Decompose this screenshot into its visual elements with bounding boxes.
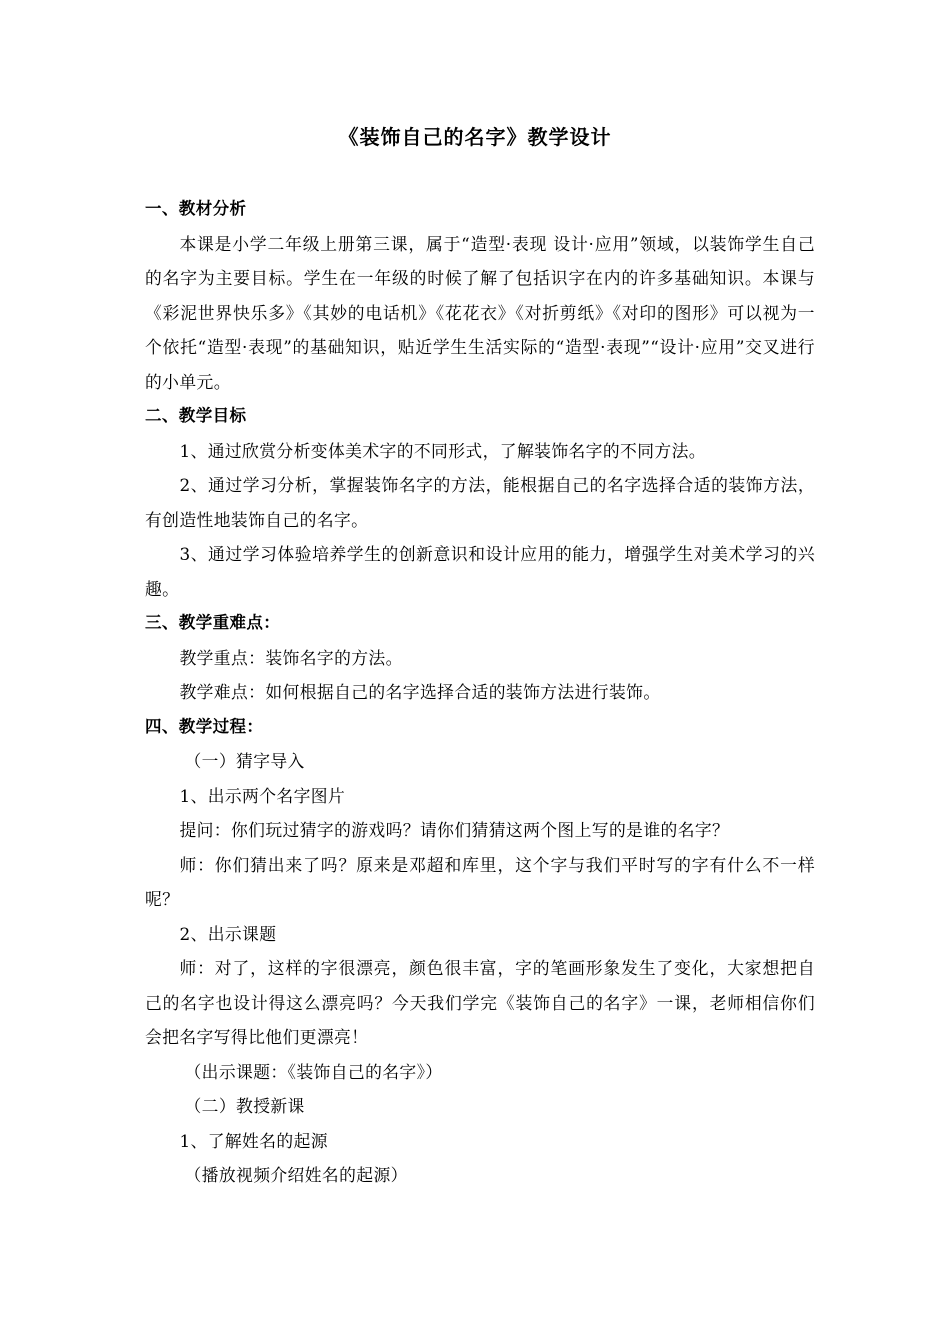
step-name-origin: 1、了解姓名的起源 <box>179 1130 328 1151</box>
goal-item-2: 2、通过学习分析，掌握装饰名字的方法，能根据自己的名字选择合适的装饰方法，有创造性地装饰自己的名字。 <box>145 475 815 530</box>
goal-item-3: 3、通过学习体验培养学生的创新意识和设计应用的能力，增强学生对美术学习的兴趣。 <box>145 544 815 599</box>
video-note: （播放视频介绍姓名的起源） <box>184 1165 408 1185</box>
question-text: 提问：你们玩过猜字的游戏吗？请你们猜猜这两个图上写的是谁的名字？ <box>179 820 730 840</box>
teacher-remark-1: 师：你们猜出来了吗？原来是邓超和库里，这个字与我们平时写的字有什么不一样呢？ <box>145 854 815 909</box>
section-heading-analysis: 一、教材分析 <box>145 199 247 218</box>
subsection-guess-intro: （一）猜字导入 <box>184 751 305 771</box>
step-show-topic: 2、出示课题 <box>179 923 277 944</box>
subsection-new-lesson: （二）教授新课 <box>184 1096 305 1116</box>
analysis-paragraph: 本课是小学二年级上册第三课，属于“造型·表现 设计·应用”领域，以装饰学生自己的名字为主要目标。学生在一年级的时候了解了包括识字在内的许多基础知识。本课与《彩泥世界快乐多》《其妙的电话机》《花花衣》《对折剪纸》《对印的图形》可以视为一个依托“造型·表现”的基础知识，贴近学生生活实际的“造型·表现”“设计·应用”交叉进行的小单元。 <box>145 233 815 392</box>
show-topic-note: （出示课题：《装饰自己的名字》） <box>184 1061 443 1082</box>
goal-item-1: 1、通过欣赏分析变体美术字的不同形式，了解装饰名字的不同方法。 <box>179 440 706 461</box>
document-title: 《装饰自己的名字》教学设计 <box>338 125 612 149</box>
section-heading-key-points: 三、教学重难点： <box>145 613 281 632</box>
step-show-name-images: 1、出示两个名字图片 <box>179 785 346 806</box>
teacher-remark-2: 师：对了，这样的字很漂亮，颜色很丰富，字的笔画形象发生了变化，大家想把自己的名字也设计得这么漂亮吗？今天我们学完《装饰自己的名字》一课，老师相信你们会把名字写得比他们更漂亮！ <box>145 958 815 1047</box>
section-heading-process: 四、教学过程： <box>145 716 264 736</box>
key-point: 教学重点：装饰名字的方法。 <box>179 647 403 668</box>
difficult-point: 教学难点：如何根据自己的名字选择合适的装饰方法进行装饰。 <box>179 682 661 702</box>
section-heading-goals: 二、教学目标 <box>145 406 247 425</box>
document-body <box>145 192 815 1193</box>
